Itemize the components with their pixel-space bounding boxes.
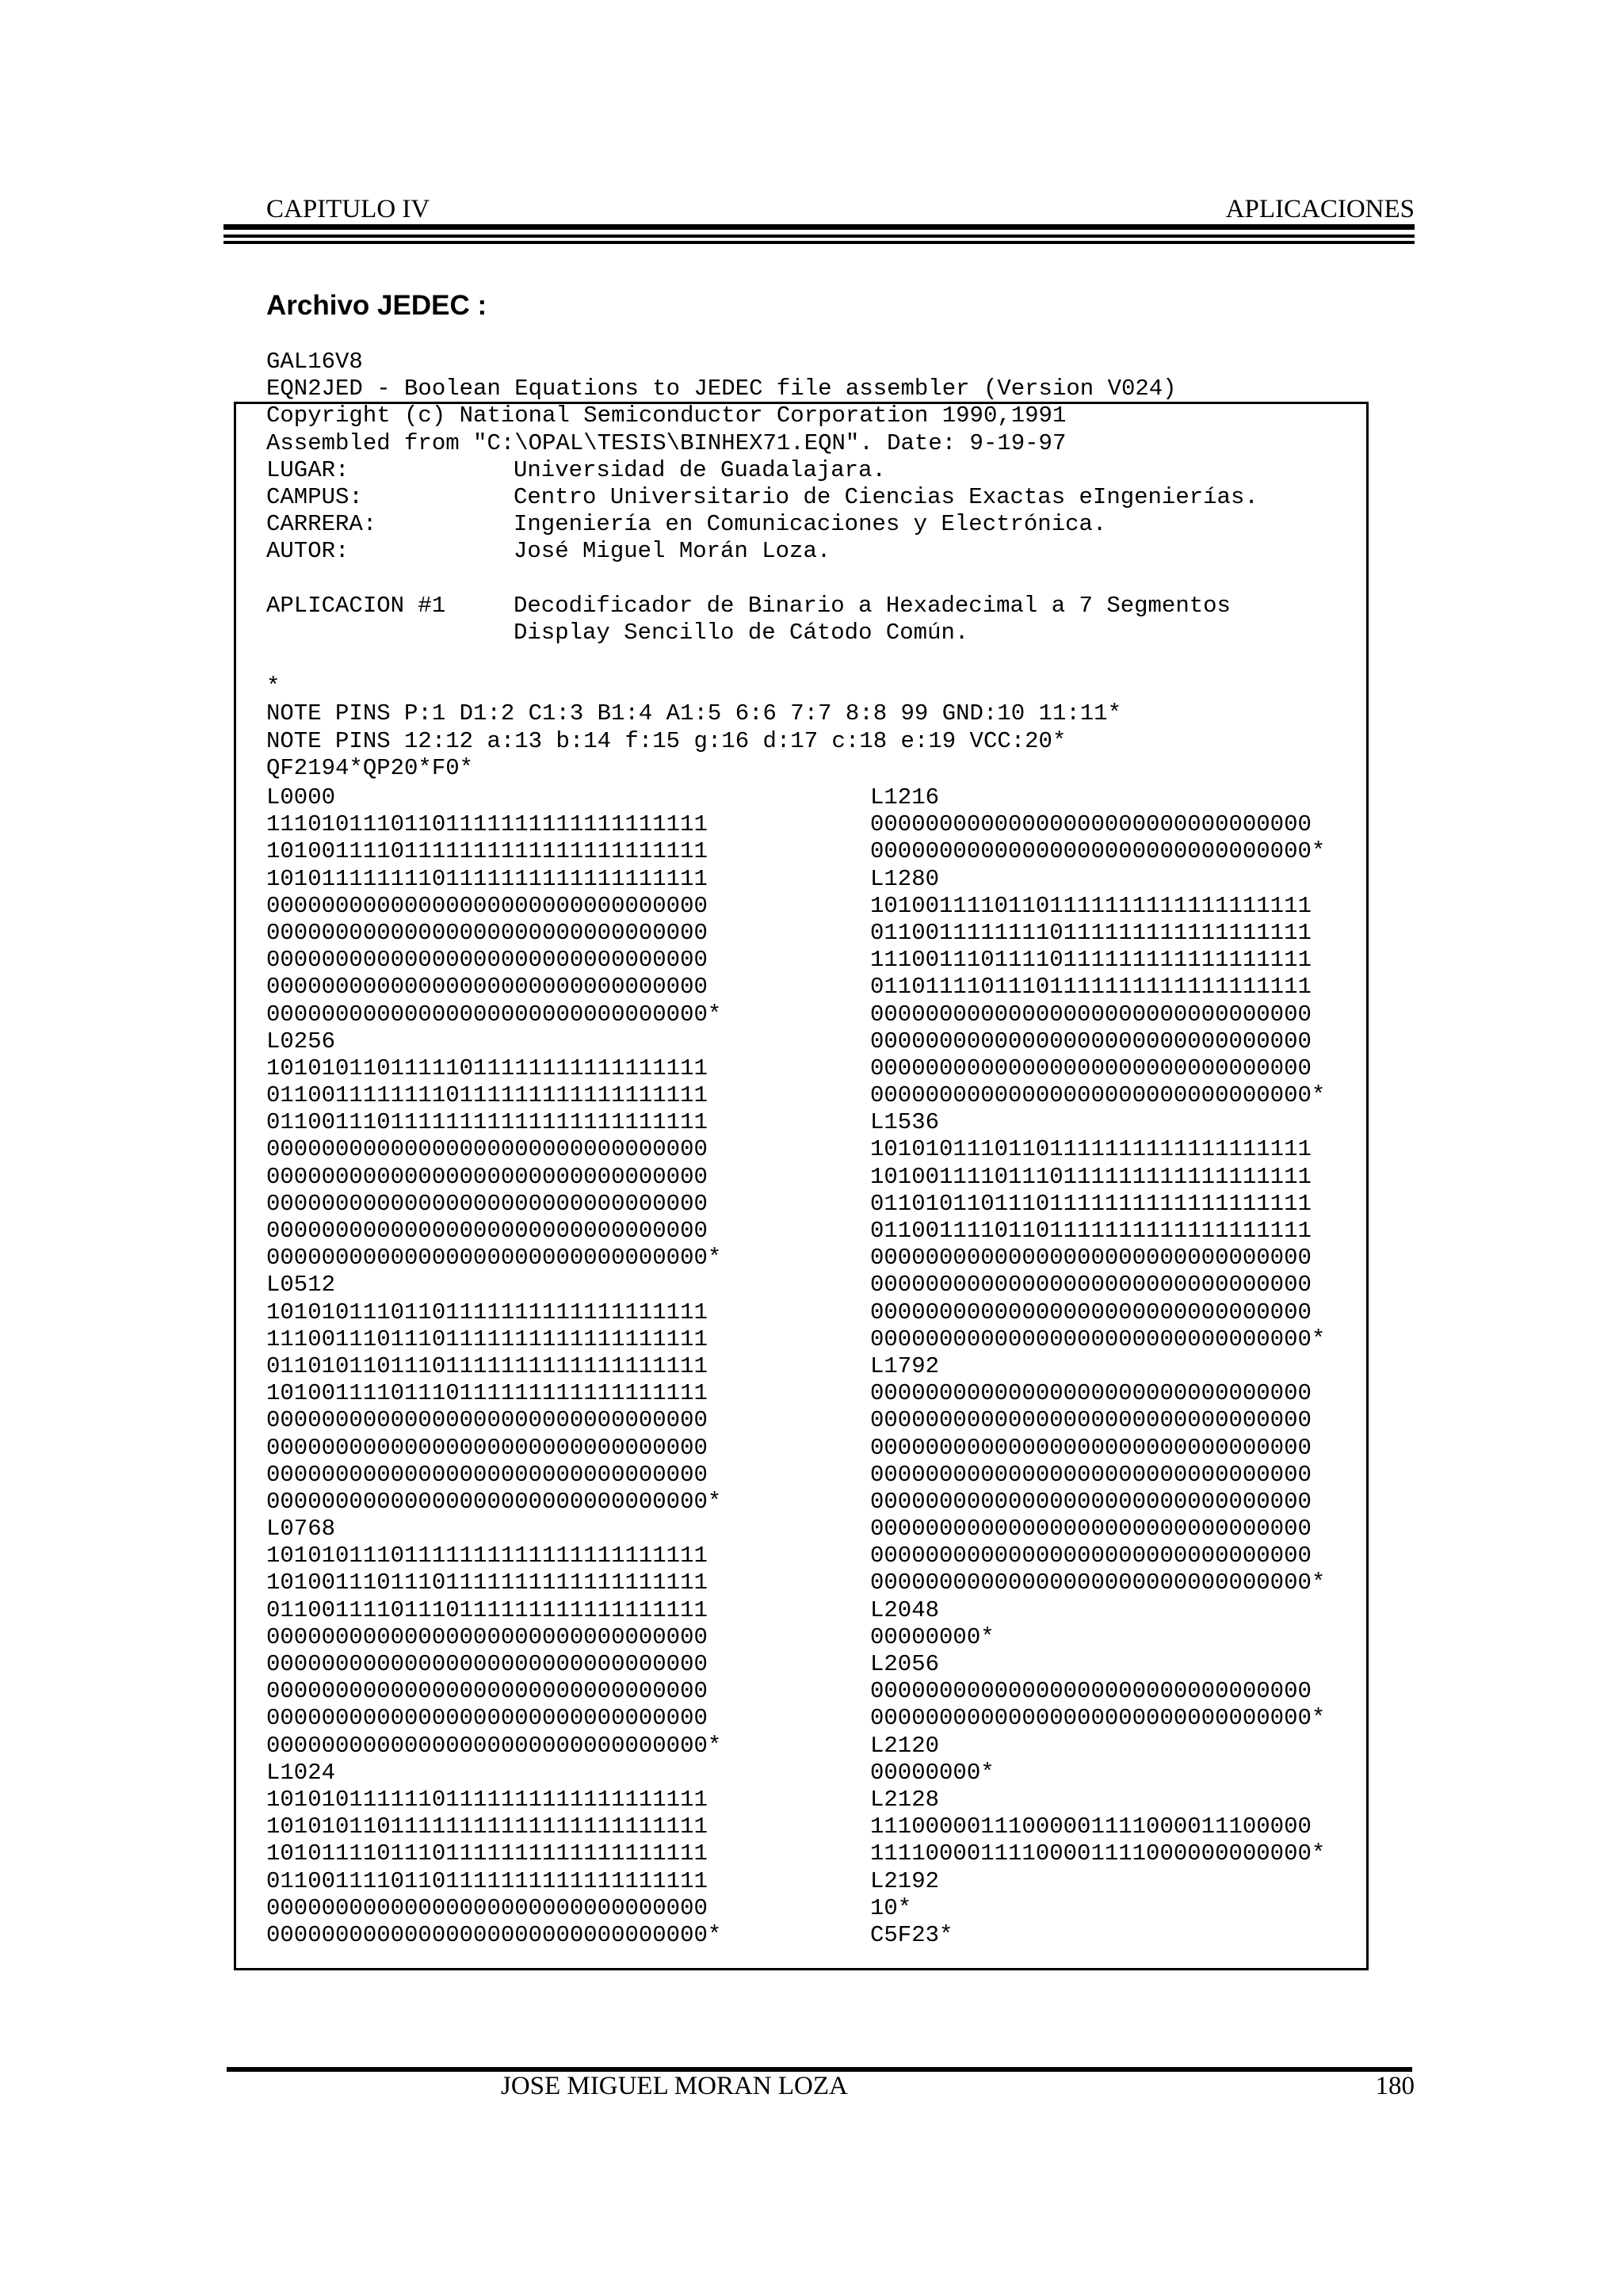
fuse-line: 00000000000000000000000000000000* (870, 1082, 1326, 1109)
fuse-line: 00000000000000000000000000000000 (266, 1651, 708, 1677)
fuse-line: 00000000000000000000000000000000 (870, 811, 1312, 838)
jedec-file-header (266, 349, 1407, 782)
header-rule-thick (223, 224, 1415, 230)
fuse-line: 00000000000000000000000000000000* (266, 1245, 722, 1272)
fuse-line: 01100111101110111111111111111111 (266, 1596, 708, 1623)
fuse-line: 10100111101110111111111111111111 (266, 1380, 708, 1407)
fuse-line: 00000000000000000000000000000000 (266, 974, 708, 1001)
fuse-line: 00000000000000000000000000000000* (266, 1921, 722, 1948)
fuse-line: 00000000000000000000000000000000 (870, 1299, 1312, 1325)
fuse-line: 10101011101111111111111111111111 (266, 1543, 708, 1569)
note-line: * (266, 673, 281, 700)
fuse-line: 00000000000000000000000000000000 (870, 1272, 1312, 1299)
fuse-line: 00000000000000000000000000000000 (870, 1488, 1312, 1515)
info-row-autor (266, 538, 1407, 565)
fuse-line: 10100111101110111111111111111111 (870, 1163, 1312, 1190)
fuse-line: 11100000111000001111000011100000 (870, 1814, 1312, 1840)
fuse-line: 00000000000000000000000000000000 (266, 1190, 708, 1217)
fuse-line: L2192 (870, 1867, 940, 1894)
fuse-line: 11100111011101111111111111111111 (266, 1325, 708, 1352)
fuse-line: L1792 (870, 1352, 940, 1379)
fuse-line: 00000000000000000000000000000000 (870, 1028, 1312, 1055)
fuse-line: 10100111011101111111111111111111 (266, 1569, 708, 1596)
fuse-line: 00000000* (870, 1623, 995, 1650)
fuse-line: L0768 (266, 1516, 336, 1543)
fuse-line: 11100111011110111111111111111111 (870, 947, 1312, 974)
fuse-line: 01100111111110111111111111111111 (870, 919, 1312, 946)
section-header: APLICACIONES (1225, 195, 1415, 223)
fuse-line: 01100111111110111111111111111111 (266, 1082, 708, 1109)
info-value: Universidad de Guadalajara. (514, 456, 886, 483)
fuse-line: 00000000000000000000000000000000* (266, 1488, 722, 1515)
fuse-line: 01100111101101111111111111111111 (870, 1218, 1312, 1244)
spacer (266, 646, 1407, 673)
application-label: APLICACION #1 (266, 592, 446, 619)
note-line: NOTE PINS P:1 D1:2 C1:3 B1:4 A1:5 6:6 7:7 8:8 99 GND:10 11:11* (266, 700, 1121, 727)
fuse-line: 00000000000000000000000000000000 (266, 919, 708, 946)
application-row-2 (266, 620, 1407, 646)
fuse-line: 00000000000000000000000000000000 (870, 1516, 1312, 1543)
fuse-line: 00000000000000000000000000000000 (870, 1434, 1312, 1461)
info-value: Centro Universitario de Ciencias Exactas eIngenierías. (514, 483, 1258, 510)
fuse-line: 01101111011101111111111111111111 (870, 974, 1312, 1001)
fuse-line: 00000000000000000000000000000000 (870, 1245, 1312, 1272)
fuse-line: 01100111101101111111111111111111 (266, 1867, 708, 1894)
fuse-line: L2048 (870, 1596, 940, 1623)
fuse-map-left-column (266, 784, 721, 1949)
fuse-line: 00000000000000000000000000000000* (870, 1705, 1326, 1732)
fuse-line: L1280 (870, 865, 940, 892)
fuse-line: 01101011011101111111111111111111 (870, 1190, 1312, 1217)
fuse-line: 00000000* (870, 1759, 995, 1786)
fuse-line: 00000000000000000000000000000000 (266, 947, 708, 974)
header-rule-thin-1 (223, 235, 1415, 238)
fuse-line: 00000000000000000000000000000000 (266, 1218, 708, 1244)
fuse-line: L0256 (266, 1028, 336, 1055)
note-line: QF2194*QP20*F0* (266, 754, 474, 781)
fuse-line: 00000000000000000000000000000000 (870, 1543, 1312, 1569)
fuse-line: 00000000000000000000000000000000 (870, 1678, 1312, 1705)
preamble-line: Assembled from "C:\OPAL\TESIS\BINHEX71.EQN". Date: 9-19-97 (266, 429, 1067, 456)
fuse-line: 10101011011111011111111111111111 (266, 1055, 708, 1081)
fuse-line: 00000000000000000000000000000000 (266, 1163, 708, 1190)
fuse-line: 00000000000000000000000000000000* (870, 1325, 1326, 1352)
fuse-line: 00000000000000000000000000000000 (266, 1407, 708, 1434)
fuse-line: L1216 (870, 784, 940, 810)
footer-author: JOSE MIGUEL MORAN LOZA (501, 2072, 848, 2100)
fuse-line: L2128 (870, 1786, 940, 1813)
application-row (266, 593, 1407, 620)
fuse-line: 00000000000000000000000000000000 (266, 1894, 708, 1921)
fuse-line: 00000000000000000000000000000000 (870, 1001, 1312, 1028)
application-line1: Decodificador de Binario a Hexadecimal a 7 Segmentos (514, 592, 1231, 619)
fuse-line: L1024 (266, 1759, 336, 1786)
fuse-line: 00000000000000000000000000000000 (870, 1407, 1312, 1434)
fuse-line: 11101011101101111111111111111111 (266, 811, 708, 838)
info-label: CARRERA: (266, 511, 377, 538)
fuse-line: 10* (870, 1894, 912, 1921)
fuse-line: L0512 (266, 1272, 336, 1299)
fuse-line: 00000000000000000000000000000000 (870, 1380, 1312, 1407)
info-row-lugar (266, 457, 1407, 484)
fuse-line: 10101111111101111111111111111111 (266, 865, 708, 892)
fuse-line: 00000000000000000000000000000000* (870, 1569, 1326, 1596)
fuse-line: 10101011111101111111111111111111 (266, 1786, 708, 1813)
page-number: 180 (1375, 2072, 1415, 2100)
fuse-line: 00000000000000000000000000000000 (266, 1623, 708, 1650)
fuse-line: 01100111011111111111111111111111 (266, 1109, 708, 1136)
info-label: LUGAR: (266, 456, 349, 483)
info-row-carrera (266, 511, 1407, 538)
fuse-line: 11110000111100001111000000000000* (870, 1840, 1326, 1867)
fuse-line: 00000000000000000000000000000000* (266, 1001, 722, 1028)
fuse-line: 00000000000000000000000000000000 (266, 1461, 708, 1488)
preamble-line: GAL16V8 (266, 349, 363, 375)
fuse-line: 00000000000000000000000000000000 (266, 892, 708, 919)
fuse-line: 10101011101101111111111111111111 (870, 1136, 1312, 1163)
section-title: Archivo JEDEC : (266, 290, 487, 321)
note-line: NOTE PINS 12:12 a:13 b:14 f:15 g:16 d:17 c:18 e:19 VCC:20* (266, 727, 1067, 754)
fuse-line: 00000000000000000000000000000000 (266, 1705, 708, 1732)
fuse-line: 10100111101111111111111111111111 (266, 838, 708, 865)
fuse-line: 10101111011101111111111111111111 (266, 1840, 708, 1867)
preamble-line: Copyright (c) National Semiconductor Corporation 1990,1991 (266, 402, 1067, 429)
fuse-line: L2120 (870, 1732, 940, 1759)
fuse-line: L2056 (870, 1651, 940, 1677)
fuse-line: 00000000000000000000000000000000 (266, 1136, 708, 1163)
fuse-line: C5F23* (870, 1921, 953, 1948)
info-row-campus (266, 484, 1407, 511)
fuse-line: 00000000000000000000000000000000 (870, 1055, 1312, 1081)
fuse-line: 00000000000000000000000000000000 (870, 1461, 1312, 1488)
spacer (266, 566, 1407, 593)
preamble-line: EQN2JED - Boolean Equations to JEDEC file assembler (Version V024) (266, 376, 1177, 402)
fuse-map-right-column (870, 784, 1325, 1949)
fuse-line: L0000 (266, 784, 336, 810)
info-label: CAMPUS: (266, 483, 363, 510)
fuse-line: L1536 (870, 1109, 940, 1136)
application-line2: Display Sencillo de Cátodo Común. (514, 619, 969, 646)
info-value: José Miguel Morán Loza. (514, 538, 831, 565)
fuse-line: 10101011011111111111111111111111 (266, 1814, 708, 1840)
chapter-header: CAPITULO IV (266, 195, 430, 223)
header-rule-thin-2 (223, 241, 1415, 244)
fuse-line: 00000000000000000000000000000000 (266, 1678, 708, 1705)
fuse-line: 00000000000000000000000000000000* (266, 1732, 722, 1759)
info-value: Ingeniería en Comunicaciones y Electrónica. (514, 511, 1107, 538)
fuse-line: 01101011011101111111111111111111 (266, 1352, 708, 1379)
info-label: AUTOR: (266, 538, 349, 565)
fuse-line: 10100111101101111111111111111111 (870, 892, 1312, 919)
fuse-line: 00000000000000000000000000000000 (266, 1434, 708, 1461)
fuse-line: 00000000000000000000000000000000* (870, 838, 1326, 865)
fuse-line: 10101011101101111111111111111111 (266, 1299, 708, 1325)
